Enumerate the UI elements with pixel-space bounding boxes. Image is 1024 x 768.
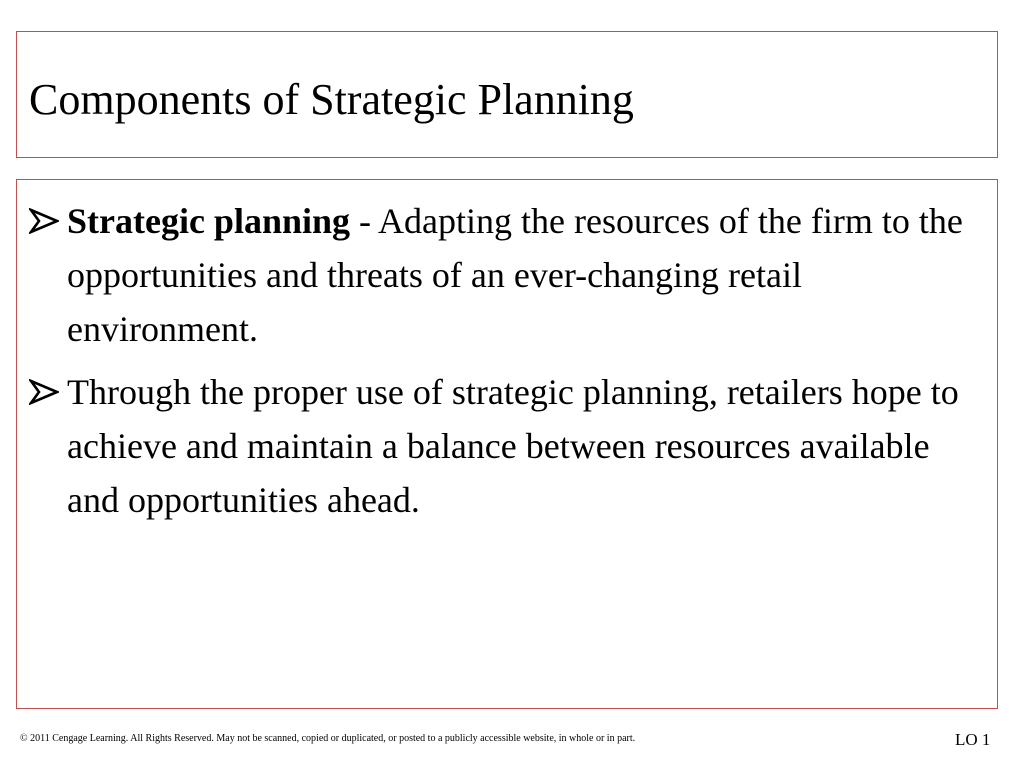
bullet-item <box>29 194 979 356</box>
arrowhead-bullet-icon <box>29 365 65 419</box>
bullet-text: - Adapting the resources of the firm to the opportunities and threats of an ever-changing retail environment. <box>67 201 963 349</box>
bullet-list <box>29 194 979 536</box>
slide-title: Components of Strategic Planning <box>29 75 634 124</box>
content-frame <box>16 179 998 709</box>
learning-objective-label: LO 1 <box>955 730 991 749</box>
title-frame <box>16 31 998 158</box>
bullet-term: Strategic planning <box>67 201 351 241</box>
bullet-item <box>29 365 979 527</box>
arrowhead-bullet-icon <box>29 194 65 248</box>
bullet-text: Through the proper use of strategic planning, retailers hope to achieve and maintain a balance between resources available and opportunities ahead. <box>67 372 959 520</box>
copyright-footer: © 2011 Cengage Learning. All Rights Reserved. May not be scanned, copied or duplicated, or posted to a publicly accessible website, in whole or in part. <box>20 733 636 744</box>
